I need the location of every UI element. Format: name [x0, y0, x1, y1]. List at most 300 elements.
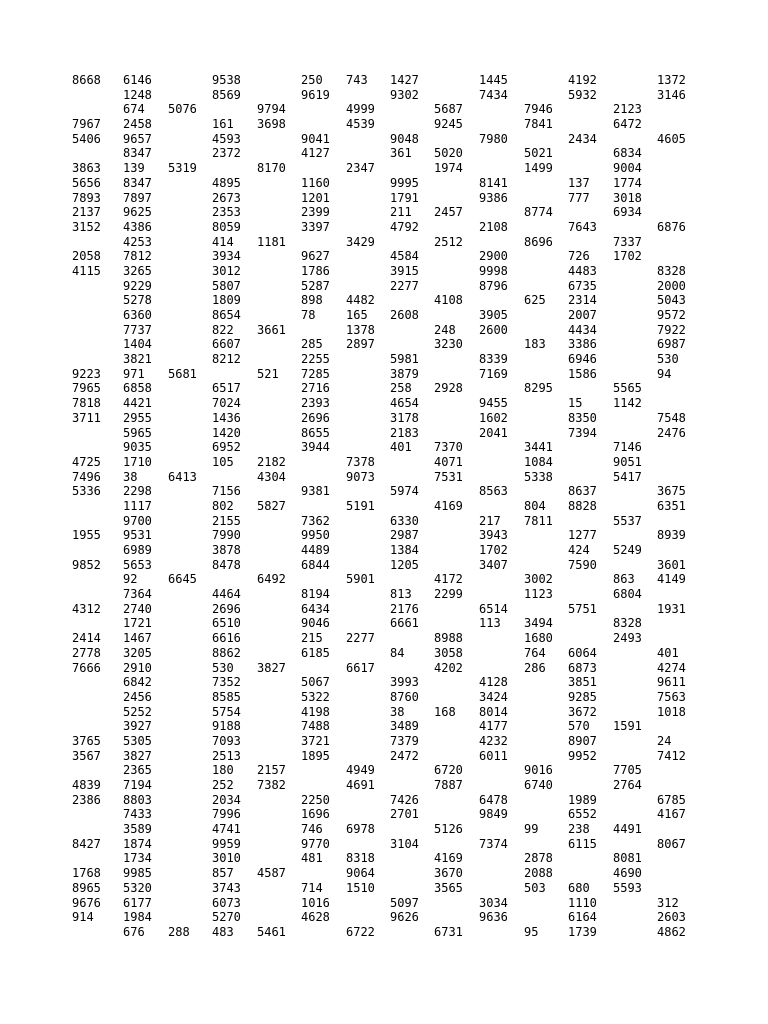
grid-cell: 2900 — [479, 249, 508, 264]
grid-cell: 9626 — [390, 910, 419, 925]
grid-cell: 4605 — [657, 131, 686, 146]
grid-cell: 1142 — [613, 396, 642, 411]
grid-cell: 4741 — [212, 822, 241, 837]
grid-cell: 8427 — [72, 836, 101, 851]
grid-cell: 2058 — [72, 249, 101, 264]
grid-cell: 183 — [524, 337, 546, 352]
grid-cell: 7841 — [524, 117, 553, 132]
grid-cell: 7394 — [568, 425, 597, 440]
grid-cell: 5020 — [434, 146, 463, 161]
grid-cell: 2314 — [568, 293, 597, 308]
grid-cell: 5319 — [168, 161, 197, 176]
grid-cell: 5681 — [168, 366, 197, 381]
grid-cell: 4198 — [301, 704, 330, 719]
grid-cell: 7488 — [301, 719, 330, 734]
grid-cell: 6064 — [568, 645, 597, 660]
grid-cell: 3878 — [212, 543, 241, 557]
grid-cell: 1384 — [390, 543, 419, 557]
grid-cell: 714 — [301, 880, 323, 895]
grid-cell: 1160 — [301, 175, 330, 190]
grid-cell: 3178 — [390, 410, 419, 425]
grid-cell: 4386 — [123, 219, 152, 234]
grid-cell: 2277 — [346, 631, 375, 646]
grid-cell: 288 — [168, 924, 190, 939]
grid-cell: 3058 — [434, 645, 463, 660]
grid-cell: 4312 — [72, 601, 101, 616]
grid-cell: 92 — [123, 572, 138, 587]
grid-cell: 857 — [212, 866, 234, 881]
grid-cell: 9998 — [479, 263, 508, 278]
grid-cell: 9770 — [301, 836, 330, 851]
grid-cell: 8059 — [212, 219, 241, 234]
grid-cell: 8569 — [212, 87, 241, 102]
grid-cell: 9676 — [72, 895, 101, 910]
grid-cell: 7980 — [479, 131, 508, 146]
grid-cell: 3927 — [123, 719, 152, 734]
grid-cell: 2696 — [301, 410, 330, 425]
grid-cell: 1018 — [657, 704, 686, 719]
grid-cell: 3567 — [72, 748, 101, 763]
grid-cell: 78 — [301, 308, 316, 322]
grid-cell: 8141 — [479, 175, 508, 190]
grid-cell: 7818 — [72, 396, 101, 411]
grid-cell: 9064 — [346, 866, 375, 881]
grid-cell: 1084 — [524, 454, 553, 469]
grid-cell: 726 — [568, 249, 590, 264]
grid-cell: 6115 — [568, 836, 597, 851]
grid-cell: 2108 — [479, 219, 508, 234]
grid-cell: 9381 — [301, 484, 330, 499]
grid-cell: 3407 — [479, 557, 508, 572]
grid-cell: 8637 — [568, 484, 597, 499]
grid-cell: 5305 — [123, 733, 152, 748]
grid-cell: 2250 — [301, 792, 330, 807]
grid-cell: 3230 — [434, 337, 463, 352]
grid-cell: 4421 — [123, 396, 152, 411]
grid-cell: 7156 — [212, 484, 241, 499]
grid-cell: 139 — [123, 161, 145, 176]
grid-cell: 9073 — [346, 469, 375, 484]
grid-cell: 7811 — [524, 513, 553, 528]
grid-cell: 3034 — [479, 895, 508, 910]
grid-cell: 3827 — [123, 748, 152, 763]
grid-cell: 4202 — [434, 660, 463, 675]
grid-cell: 5126 — [434, 822, 463, 837]
grid-cell: 5067 — [301, 675, 330, 690]
grid-cell: 7705 — [613, 763, 642, 778]
grid-cell: 5687 — [434, 102, 463, 117]
grid-cell: 3670 — [434, 866, 463, 881]
grid-cell: 1277 — [568, 528, 597, 543]
grid-cell: 2000 — [657, 278, 686, 293]
grid-cell: 4584 — [390, 249, 419, 264]
grid-cell: 7563 — [657, 689, 686, 704]
grid-cell: 4167 — [657, 807, 686, 822]
grid-cell: 6073 — [212, 895, 241, 910]
grid-cell: 4491 — [613, 822, 642, 837]
grid-cell: 8194 — [301, 587, 330, 602]
grid-cell: 5565 — [613, 381, 642, 396]
grid-cell: 9627 — [301, 249, 330, 264]
grid-cell: 530 — [657, 352, 679, 367]
grid-cell: 4489 — [301, 543, 330, 557]
grid-cell: 1786 — [301, 263, 330, 278]
grid-cell: 2393 — [301, 396, 330, 411]
grid-cell: 1602 — [479, 410, 508, 425]
grid-cell: 1201 — [301, 190, 330, 205]
grid-cell: 2512 — [434, 234, 463, 249]
grid-cell: 7893 — [72, 190, 101, 205]
grid-cell: 9657 — [123, 131, 152, 146]
grid-cell: 7548 — [657, 410, 686, 425]
grid-cell: 6164 — [568, 910, 597, 925]
grid-cell: 503 — [524, 880, 546, 895]
grid-cell: 2347 — [346, 161, 375, 176]
grid-cell: 481 — [301, 851, 323, 866]
grid-cell: 2353 — [212, 205, 241, 220]
grid-cell: 161 — [212, 117, 234, 132]
grid-cell: 9223 — [72, 366, 101, 381]
grid-cell: 5021 — [524, 146, 553, 161]
grid-cell: 971 — [123, 366, 145, 381]
grid-cell: 3018 — [613, 190, 642, 205]
grid-cell: 1874 — [123, 836, 152, 851]
grid-cell: 4895 — [212, 175, 241, 190]
grid-cell: 6661 — [390, 616, 419, 631]
grid-cell: 813 — [390, 587, 412, 602]
grid-cell: 3441 — [524, 440, 553, 455]
grid-cell: 4177 — [479, 719, 508, 734]
grid-cell: 9700 — [123, 513, 152, 528]
grid-cell: 8347 — [123, 146, 152, 161]
grid-cell: 168 — [434, 704, 456, 719]
grid-cell: 4691 — [346, 778, 375, 792]
grid-cell: 165 — [346, 308, 368, 322]
grid-cell: 8668 — [72, 73, 101, 87]
grid-cell: 3675 — [657, 484, 686, 499]
grid-cell: 2372 — [212, 146, 241, 161]
grid-cell: 5417 — [613, 469, 642, 484]
grid-cell: 4862 — [657, 924, 686, 939]
grid-cell: 9455 — [479, 396, 508, 411]
grid-cell: 286 — [524, 660, 546, 675]
grid-cell: 3944 — [301, 440, 330, 455]
grid-cell: 4304 — [257, 469, 286, 484]
grid-cell: 5278 — [123, 293, 152, 308]
grid-cell: 8585 — [212, 689, 241, 704]
grid-cell: 6472 — [613, 117, 642, 132]
grid-cell: 8339 — [479, 352, 508, 367]
grid-cell: 1510 — [346, 880, 375, 895]
grid-cell: 5320 — [123, 880, 152, 895]
grid-cell: 9048 — [390, 131, 419, 146]
grid-cell: 8350 — [568, 410, 597, 425]
grid-cell: 5336 — [72, 484, 101, 499]
grid-cell: 9985 — [123, 866, 152, 881]
grid-cell: 2476 — [657, 425, 686, 440]
grid-cell: 3601 — [657, 557, 686, 572]
grid-cell: 7433 — [123, 807, 152, 822]
grid-cell: 113 — [479, 616, 501, 631]
grid-cell: 570 — [568, 719, 590, 734]
grid-cell: 914 — [72, 910, 94, 925]
grid-cell: 9950 — [301, 528, 330, 543]
grid-cell: 401 — [390, 440, 412, 455]
grid-cell: 94 — [657, 366, 672, 381]
grid-cell: 6645 — [168, 572, 197, 587]
grid-cell: 7362 — [301, 513, 330, 528]
grid-cell: 2399 — [301, 205, 330, 220]
grid-cell: 7146 — [613, 440, 642, 455]
grid-cell: 3993 — [390, 675, 419, 690]
grid-cell: 361 — [390, 146, 412, 161]
grid-cell: 2088 — [524, 866, 553, 881]
grid-cell: 674 — [123, 102, 145, 117]
grid-cell: 1791 — [390, 190, 419, 205]
grid-cell: 3104 — [390, 836, 419, 851]
grid-cell: 3489 — [390, 719, 419, 734]
grid-cell: 8328 — [657, 263, 686, 278]
grid-cell: 2182 — [257, 454, 286, 469]
grid-cell: 137 — [568, 175, 590, 190]
grid-cell: 9004 — [613, 161, 642, 176]
grid-cell: 6740 — [524, 778, 553, 792]
grid-cell: 8796 — [479, 278, 508, 293]
grid-cell: 6552 — [568, 807, 597, 822]
grid-cell: 9995 — [390, 175, 419, 190]
grid-cell: 6616 — [212, 631, 241, 646]
grid-cell: 6413 — [168, 469, 197, 484]
grid-cell: 9849 — [479, 807, 508, 822]
grid-cell: 1205 — [390, 557, 419, 572]
grid-cell: 7737 — [123, 322, 152, 337]
grid-cell: 8654 — [212, 308, 241, 322]
grid-cell: 1181 — [257, 234, 286, 249]
grid-cell: 9625 — [123, 205, 152, 220]
grid-cell: 4127 — [301, 146, 330, 161]
grid-cell: 7946 — [524, 102, 553, 117]
grid-cell: 6478 — [479, 792, 508, 807]
grid-cell: 7337 — [613, 234, 642, 249]
grid-cell: 9041 — [301, 131, 330, 146]
grid-cell: 105 — [212, 454, 234, 469]
grid-cell: 3721 — [301, 733, 330, 748]
grid-cell: 1974 — [434, 161, 463, 176]
grid-cell: 1984 — [123, 910, 152, 925]
grid-cell: 2386 — [72, 792, 101, 807]
grid-cell: 483 — [212, 924, 234, 939]
grid-cell: 2137 — [72, 205, 101, 220]
grid-cell: 4654 — [390, 396, 419, 411]
grid-cell: 2255 — [301, 352, 330, 367]
grid-cell: 5901 — [346, 572, 375, 587]
grid-cell: 4839 — [72, 778, 101, 792]
grid-cell: 4539 — [346, 117, 375, 132]
grid-cell: 2608 — [390, 308, 419, 322]
grid-cell: 4192 — [568, 73, 597, 87]
grid-cell: 1467 — [123, 631, 152, 646]
grid-cell: 15 — [568, 396, 583, 411]
grid-cell: 4725 — [72, 454, 101, 469]
grid-cell: 3589 — [123, 822, 152, 837]
grid-cell: 5751 — [568, 601, 597, 616]
grid-cell: 5338 — [524, 469, 553, 484]
grid-cell: 8655 — [301, 425, 330, 440]
grid-cell: 7643 — [568, 219, 597, 234]
grid-cell: 1248 — [123, 87, 152, 102]
grid-cell: 217 — [479, 513, 501, 528]
grid-cell: 2034 — [212, 792, 241, 807]
grid-cell: 9538 — [212, 73, 241, 87]
grid-cell: 1586 — [568, 366, 597, 381]
grid-cell: 9619 — [301, 87, 330, 102]
grid-cell: 2277 — [390, 278, 419, 293]
grid-cell: 9952 — [568, 748, 597, 763]
grid-cell: 248 — [434, 322, 456, 337]
grid-cell: 6804 — [613, 587, 642, 602]
grid-cell: 7378 — [346, 454, 375, 469]
grid-cell: 6722 — [346, 924, 375, 939]
grid-cell: 5461 — [257, 924, 286, 939]
grid-cell: 6492 — [257, 572, 286, 587]
grid-cell: 9046 — [301, 616, 330, 631]
grid-cell: 8170 — [257, 161, 286, 176]
grid-cell: 2701 — [390, 807, 419, 822]
grid-cell: 2041 — [479, 425, 508, 440]
grid-cell: 4949 — [346, 763, 375, 778]
grid-cell: 8014 — [479, 704, 508, 719]
grid-cell: 2414 — [72, 631, 101, 646]
grid-cell: 6842 — [123, 675, 152, 690]
grid-cell: 7169 — [479, 366, 508, 381]
grid-cell: 1774 — [613, 175, 642, 190]
grid-cell: 3661 — [257, 322, 286, 337]
grid-cell: 4482 — [346, 293, 375, 308]
grid-cell: 3851 — [568, 675, 597, 690]
grid-cell: 5322 — [301, 689, 330, 704]
grid-cell: 9051 — [613, 454, 642, 469]
grid-cell: 250 — [301, 73, 323, 87]
grid-cell: 1499 — [524, 161, 553, 176]
grid-cell: 2298 — [123, 484, 152, 499]
grid-cell: 258 — [390, 381, 412, 396]
grid-cell: 7374 — [479, 836, 508, 851]
grid-cell: 2472 — [390, 748, 419, 763]
grid-cell: 5965 — [123, 425, 152, 440]
grid-cell: 7496 — [72, 469, 101, 484]
grid-cell: 5097 — [390, 895, 419, 910]
grid-cell: 215 — [301, 631, 323, 646]
grid-cell: 5981 — [390, 352, 419, 367]
grid-cell: 3863 — [72, 161, 101, 176]
grid-cell: 3424 — [479, 689, 508, 704]
grid-cell: 6720 — [434, 763, 463, 778]
grid-cell: 6360 — [123, 308, 152, 322]
grid-cell: 2458 — [123, 117, 152, 132]
grid-cell: 1420 — [212, 425, 241, 440]
grid-cell: 1955 — [72, 528, 101, 543]
grid-cell: 7194 — [123, 778, 152, 792]
grid-cell: 9245 — [434, 117, 463, 132]
grid-cell: 680 — [568, 880, 590, 895]
grid-cell: 4274 — [657, 660, 686, 675]
grid-cell: 1404 — [123, 337, 152, 352]
grid-cell: 3152 — [72, 219, 101, 234]
grid-cell: 2176 — [390, 601, 419, 616]
grid-cell: 3672 — [568, 704, 597, 719]
grid-cell: 3265 — [123, 263, 152, 278]
grid-cell: 6351 — [657, 498, 686, 513]
grid-cell: 3905 — [479, 308, 508, 322]
grid-cell: 2673 — [212, 190, 241, 205]
grid-cell: 2456 — [123, 689, 152, 704]
grid-cell: 777 — [568, 190, 590, 205]
grid-cell: 2155 — [212, 513, 241, 528]
grid-cell: 7426 — [390, 792, 419, 807]
grid-cell: 4483 — [568, 263, 597, 278]
grid-cell: 5252 — [123, 704, 152, 719]
grid-cell: 2513 — [212, 748, 241, 763]
grid-cell: 7364 — [123, 587, 152, 602]
grid-cell: 5043 — [657, 293, 686, 308]
grid-cell: 1372 — [657, 73, 686, 87]
grid-cell: 804 — [524, 498, 546, 513]
grid-cell: 1895 — [301, 748, 330, 763]
grid-cell: 238 — [568, 822, 590, 837]
grid-cell: 7967 — [72, 117, 101, 132]
grid-cell: 2365 — [123, 763, 152, 778]
grid-cell: 7412 — [657, 748, 686, 763]
grid-cell: 24 — [657, 733, 672, 748]
grid-cell: 2716 — [301, 381, 330, 396]
grid-cell: 2897 — [346, 337, 375, 352]
grid-cell: 7093 — [212, 733, 241, 748]
grid-cell: 6934 — [613, 205, 642, 220]
grid-cell: 3879 — [390, 366, 419, 381]
grid-cell: 3711 — [72, 410, 101, 425]
grid-cell: 6834 — [613, 146, 642, 161]
grid-cell: 4434 — [568, 322, 597, 337]
grid-cell: 9386 — [479, 190, 508, 205]
grid-cell: 6517 — [212, 381, 241, 396]
grid-cell: 7531 — [434, 469, 463, 484]
grid-cell: 95 — [524, 924, 539, 939]
grid-cell: 1809 — [212, 293, 241, 308]
grid-cell: 6987 — [657, 337, 686, 352]
grid-cell: 3827 — [257, 660, 286, 675]
grid-cell: 3494 — [524, 616, 553, 631]
grid-cell: 6946 — [568, 352, 597, 367]
grid-cell: 38 — [390, 704, 405, 719]
grid-cell: 180 — [212, 763, 234, 778]
grid-cell: 2955 — [123, 410, 152, 425]
grid-cell: 414 — [212, 234, 234, 249]
grid-cell: 3743 — [212, 880, 241, 895]
grid-cell: 2910 — [123, 660, 152, 675]
grid-cell: 7382 — [257, 778, 286, 792]
grid-cell: 9035 — [123, 440, 152, 455]
grid-cell: 5287 — [301, 278, 330, 293]
grid-cell: 6330 — [390, 513, 419, 528]
grid-cell: 6785 — [657, 792, 686, 807]
grid-cell: 7285 — [301, 366, 330, 381]
grid-cell: 4999 — [346, 102, 375, 117]
grid-cell: 1436 — [212, 410, 241, 425]
grid-cell: 5249 — [613, 543, 642, 557]
grid-cell: 5827 — [257, 498, 286, 513]
grid-cell: 4071 — [434, 454, 463, 469]
grid-cell: 5932 — [568, 87, 597, 102]
